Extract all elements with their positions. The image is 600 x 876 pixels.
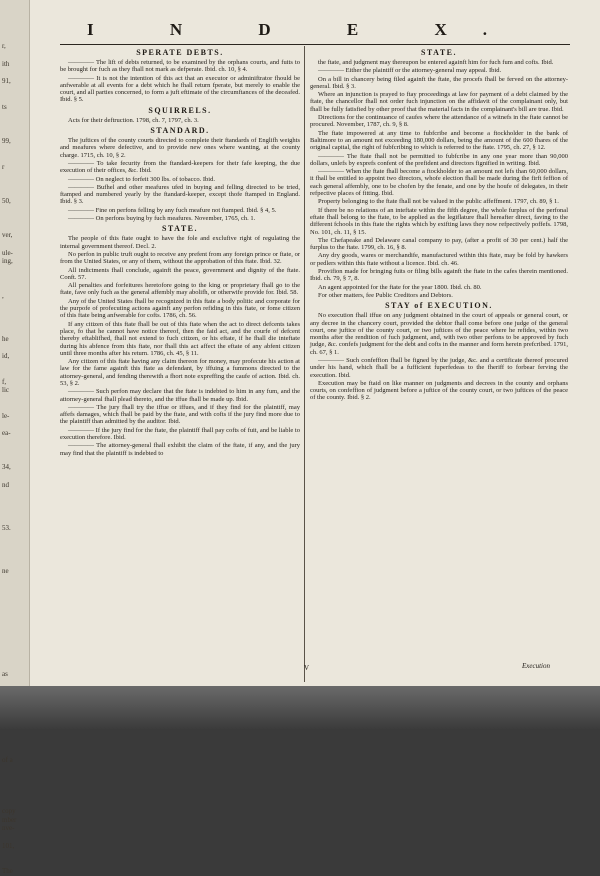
entry: ———— When the ftate fhall become a ftockholder to an amount not lefs than 60,000 dollars, it fhall be entitled to appoint two directors, whofe election fhall be made during the firft feffion of each general affembly, one to be chofen by the fenate, and one by the houfe of delegates, in their refpective places of fitting. Ibid. [310, 168, 568, 198]
margin-fragment [2, 17, 29, 26]
margin-fragment [2, 171, 29, 180]
margin-fragment [2, 575, 29, 584]
margin-fragment [2, 154, 29, 163]
margin-fragment: ne [2, 566, 9, 575]
entry: No execution fhall iffue on any judgment obtained in the court of appeals or general court, or any decree in the chancery court, provided the debtor fhall come before one judge of the general court, one juftice of the county court, or two juftices of the peace where he refides, within two months after the rendition of fuch judgment, and, with two other perfons to be approved by fuch judge, &c. confefs judgment for the debt and cofts in the manner and form herein prefcribed. 1791, ch. 67, § 1. [310, 312, 568, 356]
margin-fragment: as [2, 669, 8, 678]
left-column [60, 46, 300, 682]
margin-fragment [2, 738, 29, 747]
entry: The juftices of the county courts directed to complete their ftandards of Englifh weights and meafures where defective, and to provide new ones where wanting, at the county charge. 1715, ch. 10, § 2. [60, 137, 300, 159]
margin-fragment: 34, [2, 463, 11, 472]
entry: Acts for their deftruction. 1798, ch. 7, 1797, ch. 3. [68, 116, 199, 124]
entry: ———— The attorney-general fhall exhibit the claim of the ftate, if any, and the jury may find that the plaintiff is indebted to [60, 442, 300, 457]
margin-fragment: of a [2, 755, 13, 764]
entry: Where an injunction is prayed to ftay proceedings at law for payment of a debt claimed by the ftate, the chancellor fhall not order fuch injunction on the affidavit of the complainant only, but fhall be fully fatisfied by other proof that the material facts in the complainant's bill are true. Ibid. [310, 91, 568, 113]
margin-fragment: r, [2, 42, 6, 51]
entry: An agent appointed for the ftate for the year 1800. Ibid. ch. 80. [318, 283, 482, 291]
margin-fragment [2, 644, 29, 653]
margin-fragment [2, 25, 29, 34]
margin-fragment [2, 120, 29, 129]
margin-fragment [2, 773, 29, 782]
margin-fragment [2, 541, 29, 550]
margin-fragment: 50, [2, 197, 11, 206]
entry: Directions for the continuance of caufes where the attendance of a witnefs in the ftate cannot be procured. November, 1787, ch. 9, § 8. [310, 114, 568, 129]
previous-page-margin [0, 0, 30, 876]
heading-state: STATE. [161, 224, 199, 234]
margin-fragment [2, 326, 29, 335]
margin-fragment [2, 592, 29, 601]
margin-fragment [2, 403, 29, 412]
entry: ———— The lift of debts returned, to be examined by the orphans courts, and fuits to be brought for fuch as they fhall not mark as defperate. Ibid. ch. 10, § 4. [60, 59, 300, 74]
margin-fragment [2, 635, 29, 644]
margin-fragment: ing, [2, 257, 13, 266]
entry: Any dry goods, wares or merchandife, manufactured within this ftate, may be fold by hawkers or pedlers within this ftate without a licence. Ibid. ch. 46. [310, 252, 568, 267]
margin-fragment [2, 94, 29, 103]
entry: Any of the United States fhall be recognized in this ftate a body politic and corporate for the purpofe of profecuting actions againft any perfon refiding in this ftate, or fome citizen of this ftate being anfwerable for cofts. 1786, ch. 56. [60, 297, 300, 320]
margin-fragment: ule- [2, 248, 13, 257]
entry: If any citizen of this ftate fhall be out of this ftate when the act to direct defcents takes place, fo that he cannot have notice thereof, then the faid act, and the courfe of defcent thereby eftablifhed, fhall not extend to fuch citizen, or his eftate, if he fhall die inteftate during his abfence from this ftate, nor fhall this act affect the eftate of any abfent citizen until three months after his return. 1786, ch. 45, § 11. [60, 320, 300, 357]
margin-fragment [2, 343, 29, 352]
margin-fragment: nd [2, 480, 9, 489]
heading-squirrels: SQUIRRELS. [148, 105, 212, 115]
margin-fragment [2, 446, 29, 455]
entry: For other matters, fee Public Creditors and Debtors. [318, 291, 453, 299]
margin-fragment [2, 421, 29, 430]
margin-fragment [2, 455, 29, 464]
margin-fragment [2, 859, 29, 868]
margin-fragment: f, [2, 377, 7, 386]
margin-fragment [2, 799, 29, 808]
margin-fragment [2, 395, 29, 404]
entry: ———— Bufhel and other meafures ufed in buying and felling directed to be tried, ftamped and numbered yearly by the ftandard-keeper, except thofe ftamped in England. Ibid. § 3. [60, 183, 300, 206]
margin-fragment [2, 206, 29, 215]
margin-fragment [2, 618, 29, 627]
margin-fragment [2, 438, 29, 447]
margin-fragment [2, 584, 29, 593]
margin-fragment [2, 223, 29, 232]
margin-fragment [2, 360, 29, 369]
margin-fragment [2, 790, 29, 799]
margin-fragment: le- [2, 411, 10, 420]
margin-fragment: mber [2, 815, 17, 824]
entry: ———— If the jury find for the ftate, the plaintiff fhall pay cofts of fuit, and be liable to execution therefore. Ibid. [60, 426, 300, 442]
margin-fragment [2, 498, 29, 507]
margin-fragment [2, 627, 29, 636]
entry: All penalties and forfeitures heretofore going to the king or proprietary fhall go to the ftate, fave only fuch as the general affembly may abolifh, or otherwife provide for. Ibid. 58. [60, 282, 300, 297]
margin-fragment [2, 747, 29, 756]
margin-fragment: ea- [2, 429, 11, 438]
entry: The ftate impowered at any time to fubfcribe and become a ftockholder in the bank of Baltimore to an amount not exceeding 180,000 dollars, being the amount of the 600 fhares of the original capital, the right of fubfcribing to which is referred to the ftate. 1795, ch. 27, § 12. [310, 129, 568, 152]
entry: ———— Either the plaintiff or the attorney-general may appeal. Ibid. [318, 67, 502, 75]
entry: ———— It is not the intention of this act that an executor or adminiftrator fhould be anfwerable at all events for a debt which he fhall return fperate, but merely to enable the court, and all parties concerned, to form a juft eftimate of the circumftances of the deceafed. Ibid. § 5. [60, 74, 300, 104]
margin-fragment: 53. [2, 523, 11, 532]
entry: ———— Such confeffion fhall be figned by the judge, &c. and a certificate thereof procured under his hand, which fhall be a fufficient fuperfedeas to the fheriff to forbear ferving the execution. Ibid. [310, 356, 568, 379]
catchword: Execution [522, 662, 550, 670]
scan-bottom-edge [0, 686, 600, 730]
entry: The people of this ftate ought to have the fole and exclufive right of regulating the internal government thereof. Decl. 2. [60, 235, 300, 250]
entry: ———— The jury fhall try the iffue or iffues, and if they find for the plaintiff, may affefs damages, which fhall be paid by the ftate, and with cofts if the jury find more due to the plaintiff than admitted by the auditor. Ibid. [60, 403, 300, 426]
column-divider [304, 46, 305, 682]
entry: Provifion made for bringing fuits or filing bills againft the ftate in the cafes therein mentioned. Ibid. ch. 79, § 7, 8. [310, 268, 568, 283]
margin-fragment: ver, [2, 231, 13, 240]
margin-fragment [2, 146, 29, 155]
margin-fragment [2, 8, 29, 17]
margin-fragment [2, 309, 29, 318]
entry: On a bill in chancery being filed againft the ftate, the procefs fhall be ferved on the attorney-general. Ibid. § 3. [310, 75, 568, 90]
margin-fragment [2, 283, 29, 292]
entry: ———— On perfons buying by fuch meafures. November, 1765, ch. 1. [68, 215, 256, 223]
margin-fragment [2, 369, 29, 378]
entry: ———— On neglect to forfeit 300 lbs. of tobacco. Ibid. [68, 175, 215, 183]
heading-stay-of-execution: STAY of EXECUTION. [385, 301, 493, 311]
margin-fragment [2, 730, 29, 739]
margin-fragment: The [2, 867, 13, 876]
margin-fragment: , [2, 291, 4, 300]
margin-fragment [2, 610, 29, 619]
margin-fragment [2, 180, 29, 189]
margin-fragment [2, 532, 29, 541]
margin-fragment [2, 300, 29, 309]
margin-fragment [2, 188, 29, 197]
margin-fragment [2, 51, 29, 60]
margin-fragment [2, 214, 29, 223]
entry: ———— Such perfon may declare that the ftate is indebted to him in any fum, and the attorney-general fhall plead thereto, and the iffue fhall be made up. Ibid. [60, 388, 300, 403]
signature-mark: V [304, 664, 310, 672]
margin-fragment: lic [2, 386, 9, 395]
margin-fragment [2, 506, 29, 515]
margin-fragment [2, 317, 29, 326]
entry: The Chefapeake and Delaware canal company to pay, (after a profit of 30 per cent.) half the furplus to the ftate. 1799, ch. 16, § 8. [310, 236, 568, 252]
margin-fragment [2, 128, 29, 137]
margin-fragment [2, 549, 29, 558]
margin-fragment [2, 661, 29, 670]
margin-fragment [2, 240, 29, 249]
margin-fragment: r [2, 162, 5, 171]
margin-fragment: ith [2, 59, 10, 68]
heading-standard: STANDARD. [150, 126, 210, 136]
entry: If there be no relations of an inteftate within the fifth degree, the whole furplus of the perfonal eftate fhall belong to the ftate, to be applied as the legiflature fhall hereafter direct, faving to the different fchools in this ftate the rights which by exifting laws they now refpectively poffefs. 1798, No. 101, ch. 11, § 15. [310, 206, 568, 236]
margin-fragment [2, 515, 29, 524]
margin-fragment [2, 764, 29, 773]
right-column [310, 46, 568, 682]
margin-fragment [2, 472, 29, 481]
margin-fragment [2, 653, 29, 662]
heading-sperate-debts: SPERATE DEBTS. [136, 48, 224, 57]
header-rule [60, 44, 570, 45]
entry: No perfon in public truft ought to receive any prefent from any foreign prince or ftate, or from the United States, or any of them, without the approbation of this ftate. Ibid. 32. [60, 250, 300, 266]
entry: Property belonging to the ftate fhall not be valued in the public affeffment. 1797, ch. 89, § 1. [318, 198, 559, 206]
margin-fragment [2, 601, 29, 610]
margin-fragment [2, 850, 29, 859]
margin-fragment: copy [2, 807, 16, 816]
margin-fragment [2, 833, 29, 842]
heading-state-continued: STATE. [420, 48, 458, 57]
entry: the ftate, and judgment may thereupon be entered againft him for fuch fum and cofts. Ibid. [318, 59, 554, 66]
entry: All indictments fhall conclude, againft the peace, government and dignity of the ftate. Conft. 57. [60, 266, 300, 281]
margin-fragment [2, 558, 29, 567]
page-header: I N D E X. [86, 20, 524, 39]
entry: ———— Fine on perfons felling by any fuch meafure not ftamped. Ibid. § 4, 5. [68, 206, 277, 214]
margin-fragment [2, 274, 29, 283]
margin-fragment: ts [2, 102, 7, 111]
margin-fragment [2, 111, 29, 120]
margin-fragment: id, [2, 351, 10, 360]
margin-fragment [2, 781, 29, 790]
entry: ———— To take fecurity from the ftandard-keepers for their fafe keeping, the due execution of their offices, &c. Ibid. [60, 159, 300, 175]
margin-fragment: nve- [2, 824, 15, 833]
margin-fragment [2, 489, 29, 498]
margin-fragment [2, 68, 29, 77]
margin-fragment: 99, [2, 136, 11, 145]
margin-fragment [2, 266, 29, 275]
entry: Execution may be ftaid on like manner on judgments and decrees in the county and orphans courts, on confeffion of judgment before a juftice of the county court, or two juftices of the peace of the county. Ibid. § 2. [310, 379, 568, 402]
margin-fragment [2, 85, 29, 94]
margin-fragment [2, 34, 29, 43]
entry: Any citizen of this ftate having any claim thereon for money, may profecute his action at law for the fame againft this ftate as defendant, by iffuing a fummons directed to the attorney-general, and fending therewith a fhort note expreffing the caufe of action. Ibid. ch. 53, § 2. [60, 358, 300, 387]
margin-fragment: 101, [2, 841, 15, 850]
entry: ———— The ftate fhall not be permitted to fubfcribe in any one year more than 90,000 dollars, unlefs by exprefs confent of the prefident and directors fignified in writing. Ibid. [310, 152, 568, 167]
margin-fragment: 91, [2, 76, 11, 85]
margin-fragment: he [2, 334, 9, 343]
